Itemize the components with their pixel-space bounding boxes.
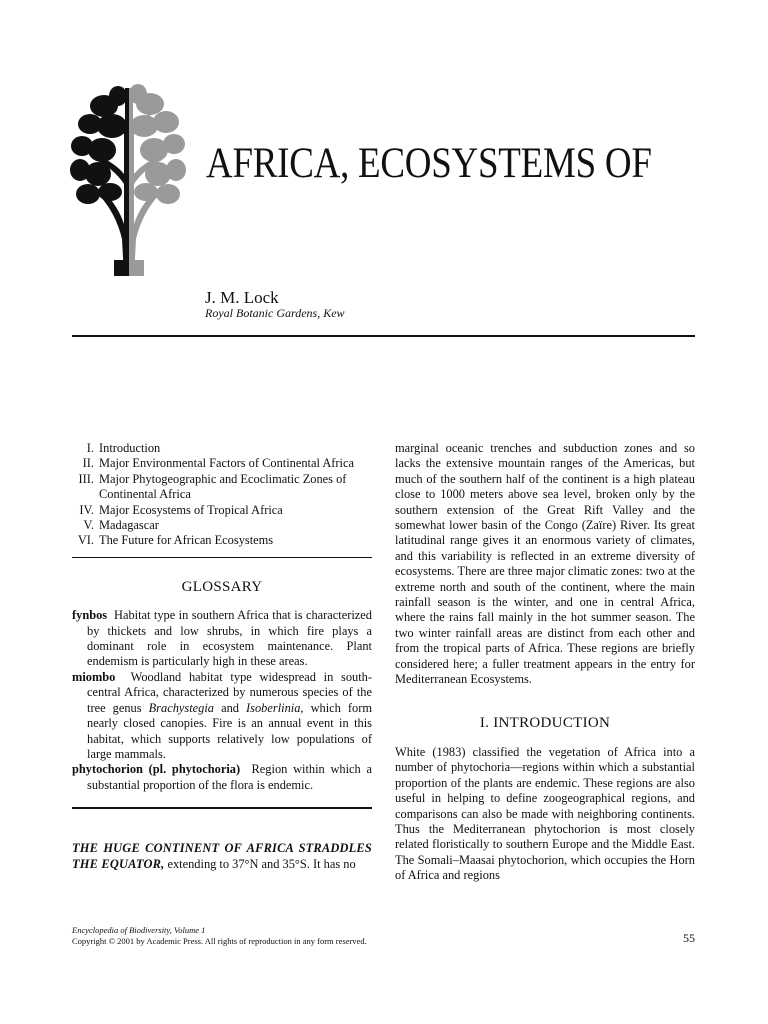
header-divider [72, 335, 695, 337]
body-paragraph: White (1983) classified the vegetation of Africa into a number of phytochoria—regions within which a substantial proportion of the plants are endemic. These regions are also useful in helping to define zoogeographical regions, and comparisons can also be made with neighboring continents. Thus the Mediterranean phytochorion is most closely related floristically to southern Europe and the Middle East. The Somali–Maasai phytochorion, which occupies the Horn of Africa and regions [395, 744, 695, 883]
lead-paragraph [72, 841, 372, 872]
toc-text: Introduction [99, 441, 161, 455]
toc-item[interactable] [72, 533, 372, 548]
tree-logo-icon [66, 74, 192, 276]
glossary-heading: GLOSSARY [181, 578, 263, 595]
toc-number: II. [82, 456, 94, 471]
toc-text: Major Ecosystems of Tropical Africa [99, 502, 283, 517]
glossary-definition: Region within which a substantial proportion of the flora is endemic. [87, 762, 372, 792]
author-affiliation: Royal Botanic Gardens, Kew [205, 306, 345, 320]
toc-number: III. [78, 471, 94, 486]
author-name: J. M. Lock [205, 288, 279, 307]
toc-text: Major Environmental Factors of Continental Africa [99, 456, 354, 471]
glossary-definition: Woodland habitat type widespread in south-central Africa, characterized by numerous species of the tree genus [87, 669, 372, 715]
left-column [72, 441, 372, 872]
toc-text: The Future for African Ecosystems [99, 533, 274, 548]
toc-number: VI. [77, 533, 94, 548]
body-paragraph: marginal oceanic trenches and subduction zones and so lacks the extensive mountain ranges of the Americas, but much of the southern half of the continent is a high plateau close to 1000 meters above sea level, broken only by the southern extension of the Great Rift Valley and the somewhat lower basin of the Congo (Zaïre) River. Its great latitudinal range gives it an enormous variety of climates, and this variability is reflected in an extreme diversity of ecosystems. There are three major climatic zones: two at the extreme north and south of the continent, where the main rainfall season is the winter, and one in central Africa, where the rains fall mainly in the hot summer season. The two winter rainfall areas are distinct from each other and from the tropical parts of Africa. These regions are briefly considered here; a fuller treatment appears in the entry for Mediterranean Ecosystems. [395, 441, 695, 687]
toc-item[interactable] [72, 472, 372, 503]
glossary-term: phytochorion (pl. phytochoria) [72, 762, 241, 777]
copyright-notice: Copyright © 2001 by Academic Press. All rights of reproduction in any form reserved. [72, 936, 367, 946]
toc-item[interactable] [72, 518, 372, 533]
genus-name: Brachystegia [148, 700, 214, 715]
glossary-entry [72, 670, 372, 762]
page-number: 55 [683, 931, 695, 945]
toc-text: Major Phytogeographic and Ecoclimatic Zones of Continental Africa [99, 471, 347, 502]
toc-text: Madagascar [99, 518, 159, 533]
right-column [395, 441, 695, 884]
genus-name: Isoberlinia, [246, 700, 304, 715]
toc-item[interactable] [72, 441, 372, 456]
conjunction: and [214, 700, 247, 715]
journal-citation: Encyclopedia of Biodiversity, Volume 1 [72, 925, 206, 935]
toc-number: I. [86, 441, 94, 455]
glossary-definition: Habitat type in southern Africa that is characterized by thickets and low shrubs, in which fire plays a dominant role in ecosystem maintenance. Plant endemism is particularly high in these areas. [87, 608, 372, 669]
toc-item[interactable] [72, 456, 372, 471]
footer-credits [72, 925, 367, 947]
lead-in-caps: THE HUGE CONTINENT OF AFRICA STRADDLES THE EQUATOR, [72, 841, 372, 871]
lead-text: extending to 37°N and 35°S. It has no [164, 856, 356, 871]
glossary-entry [72, 762, 372, 793]
glossary-term: fynbos [72, 608, 108, 623]
article-title: AFRICA, ECOSYSTEMS OF [206, 140, 652, 187]
toc-item[interactable] [72, 503, 372, 518]
toc-divider [72, 557, 372, 558]
glossary-divider [72, 807, 372, 809]
toc-number: IV. [79, 502, 94, 517]
glossary-entry [72, 608, 372, 670]
section-heading: I. INTRODUCTION [479, 714, 611, 731]
glossary-definition: which form nearly closed canopies. Fire is an annual event in this habitat, which supports relatively low populations of large mammals. [87, 700, 373, 761]
table-of-contents [72, 441, 372, 549]
glossary-term: miombo [72, 669, 116, 684]
toc-number: V. [83, 518, 94, 533]
